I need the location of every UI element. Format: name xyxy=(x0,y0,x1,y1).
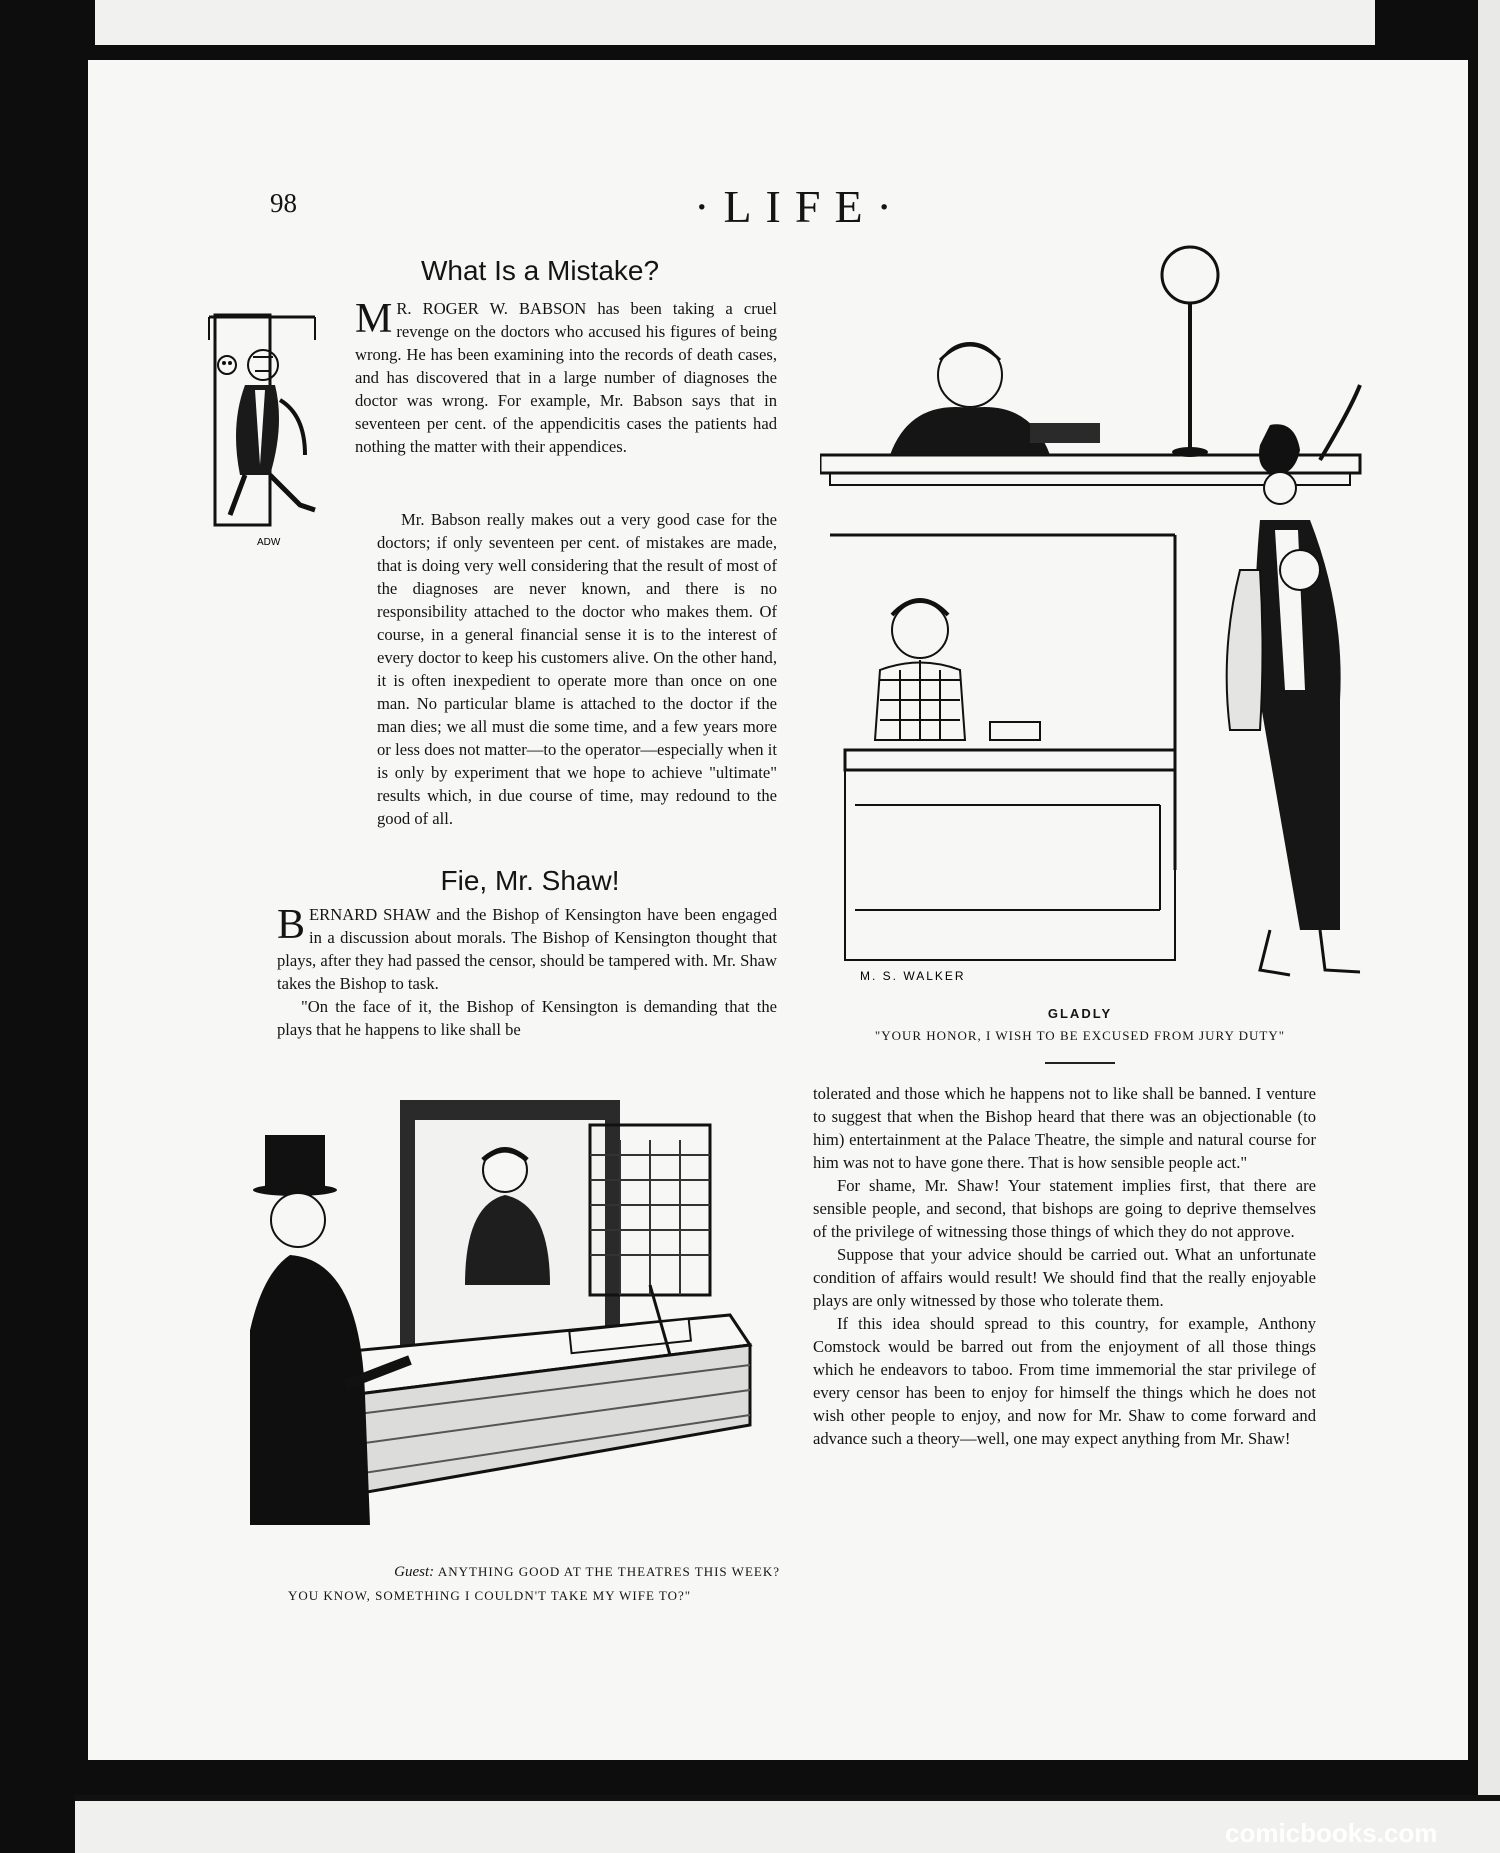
courtroom-cartoon xyxy=(820,230,1380,990)
article2-paragraph-2-start: "On the face of it, the Bishop of Kensington is demanding that the plays that he happens to like shall be xyxy=(277,997,777,1039)
article2-lead-block xyxy=(277,903,777,1041)
previous-page-strip xyxy=(95,0,1375,45)
dropcap-m: M xyxy=(355,296,393,342)
article1-lead: R. ROGER W. BABSON has been taking a cruel revenge on the doctors who accused his figures of being wrong. He has been examining into the records of death cases, and has discovered that in a large number of diagnoses the doctor was wrong. For example, Mr. Babson says that in seventeen per cent. of the appendicitis cases the patients had nothing the matter with their appendices. xyxy=(355,299,777,456)
article2-continuation xyxy=(813,1082,1316,1450)
masthead: ·LIFE· xyxy=(694,181,906,232)
article2-paragraph-4: Suppose that your advice should be carried out. What an unfortunate condition of affairs would result! We should find that the really enjoyable plays are only witnessed by those who tolerate them. xyxy=(813,1245,1316,1310)
page-number: 98 xyxy=(270,188,297,218)
court-cartoon-caption xyxy=(790,1003,1370,1047)
illustration-signature: ADW xyxy=(257,537,281,548)
watermark: comicbooks.com xyxy=(1225,1818,1438,1848)
hotel-desk-cartoon xyxy=(250,1095,770,1555)
caption-line-1: ANYTHING GOOD AT THE THEATRES THIS WEEK? xyxy=(437,1564,780,1579)
caption-line-2: YOU KNOW, SOMETHING I COULDN'T TAKE MY WIFE TO?" xyxy=(288,1588,692,1603)
article-title-shaw: Fie, Mr. Shaw! xyxy=(440,865,620,896)
caption-speaker: Guest: xyxy=(394,1564,435,1580)
article2-paragraph-2-cont: tolerated and those which he happens not to like shall be banned. I venture to suggest that when the Bishop heard that there was an objectionable (to him) entertainment at the Palace Theatre, the simple and natural course for him was not to have gone there. That is how sensible people act." xyxy=(813,1084,1316,1172)
hotel-cartoon-caption xyxy=(288,1560,780,1608)
dropcap-b: B xyxy=(277,902,306,948)
page-edge xyxy=(1478,0,1500,1800)
article-title-mistake: What Is a Mistake? xyxy=(420,255,660,286)
article1-lead-block xyxy=(355,297,777,458)
article1-paragraph-2: Mr. Babson really makes out a very good case for the doctors; if only seventeen per cent. of mistakes are made, that is doing very well considering that the result of most of the diagnoses are never known, and there is no responsibility attached to the doctor who makes them. Of course, in a general financial sense it is to the interest of every doctor to keep his customers alive. On the other hand, it is often inexpedient to operate more than once on one man. No particular blame is attached to the doctor if the man dies; we all must die some time, and a few years more or less does not matter—to the operator—especially when it is only by experiment that we hope to achieve "ultimate" results which, in due course of time, may redound to the good of all. xyxy=(377,510,777,828)
caption-divider xyxy=(1045,1062,1115,1064)
article2-paragraph-5: If this idea should spread to this country, for example, Anthony Comstock would be barred out from the enjoyment of all those things which he endeavors to taboo. From time immemorial the star privilege of every censor has been to enjoy for himself the things which he does not wish other people to enjoy, and now for Mr. Shaw to come forward and advance such a theory—well, one may expect anything from Mr. Shaw! xyxy=(813,1314,1316,1448)
court-cartoon-title: GLADLY xyxy=(1047,1006,1113,1021)
article1-body xyxy=(277,508,777,830)
cartoon-signature: M. S. WALKER xyxy=(860,969,966,983)
article2-lead: ERNARD SHAW and the Bishop of Kensington have been engaged in a discussion about morals. The Bishop of Kensington thought that plays, after they had passed the censor, should be tampered with. Mr. Shaw takes the Bishop to task. xyxy=(277,905,777,993)
court-cartoon-quote: "YOUR HONOR, I WISH TO BE EXCUSED FROM JURY DUTY" xyxy=(874,1028,1286,1043)
article2-paragraph-3: For shame, Mr. Shaw! Your statement implies first, that there are sensible people, and second, that bishops are going to deprive themselves of the privilege of witnessing those things of which they do not approve. xyxy=(813,1176,1316,1241)
